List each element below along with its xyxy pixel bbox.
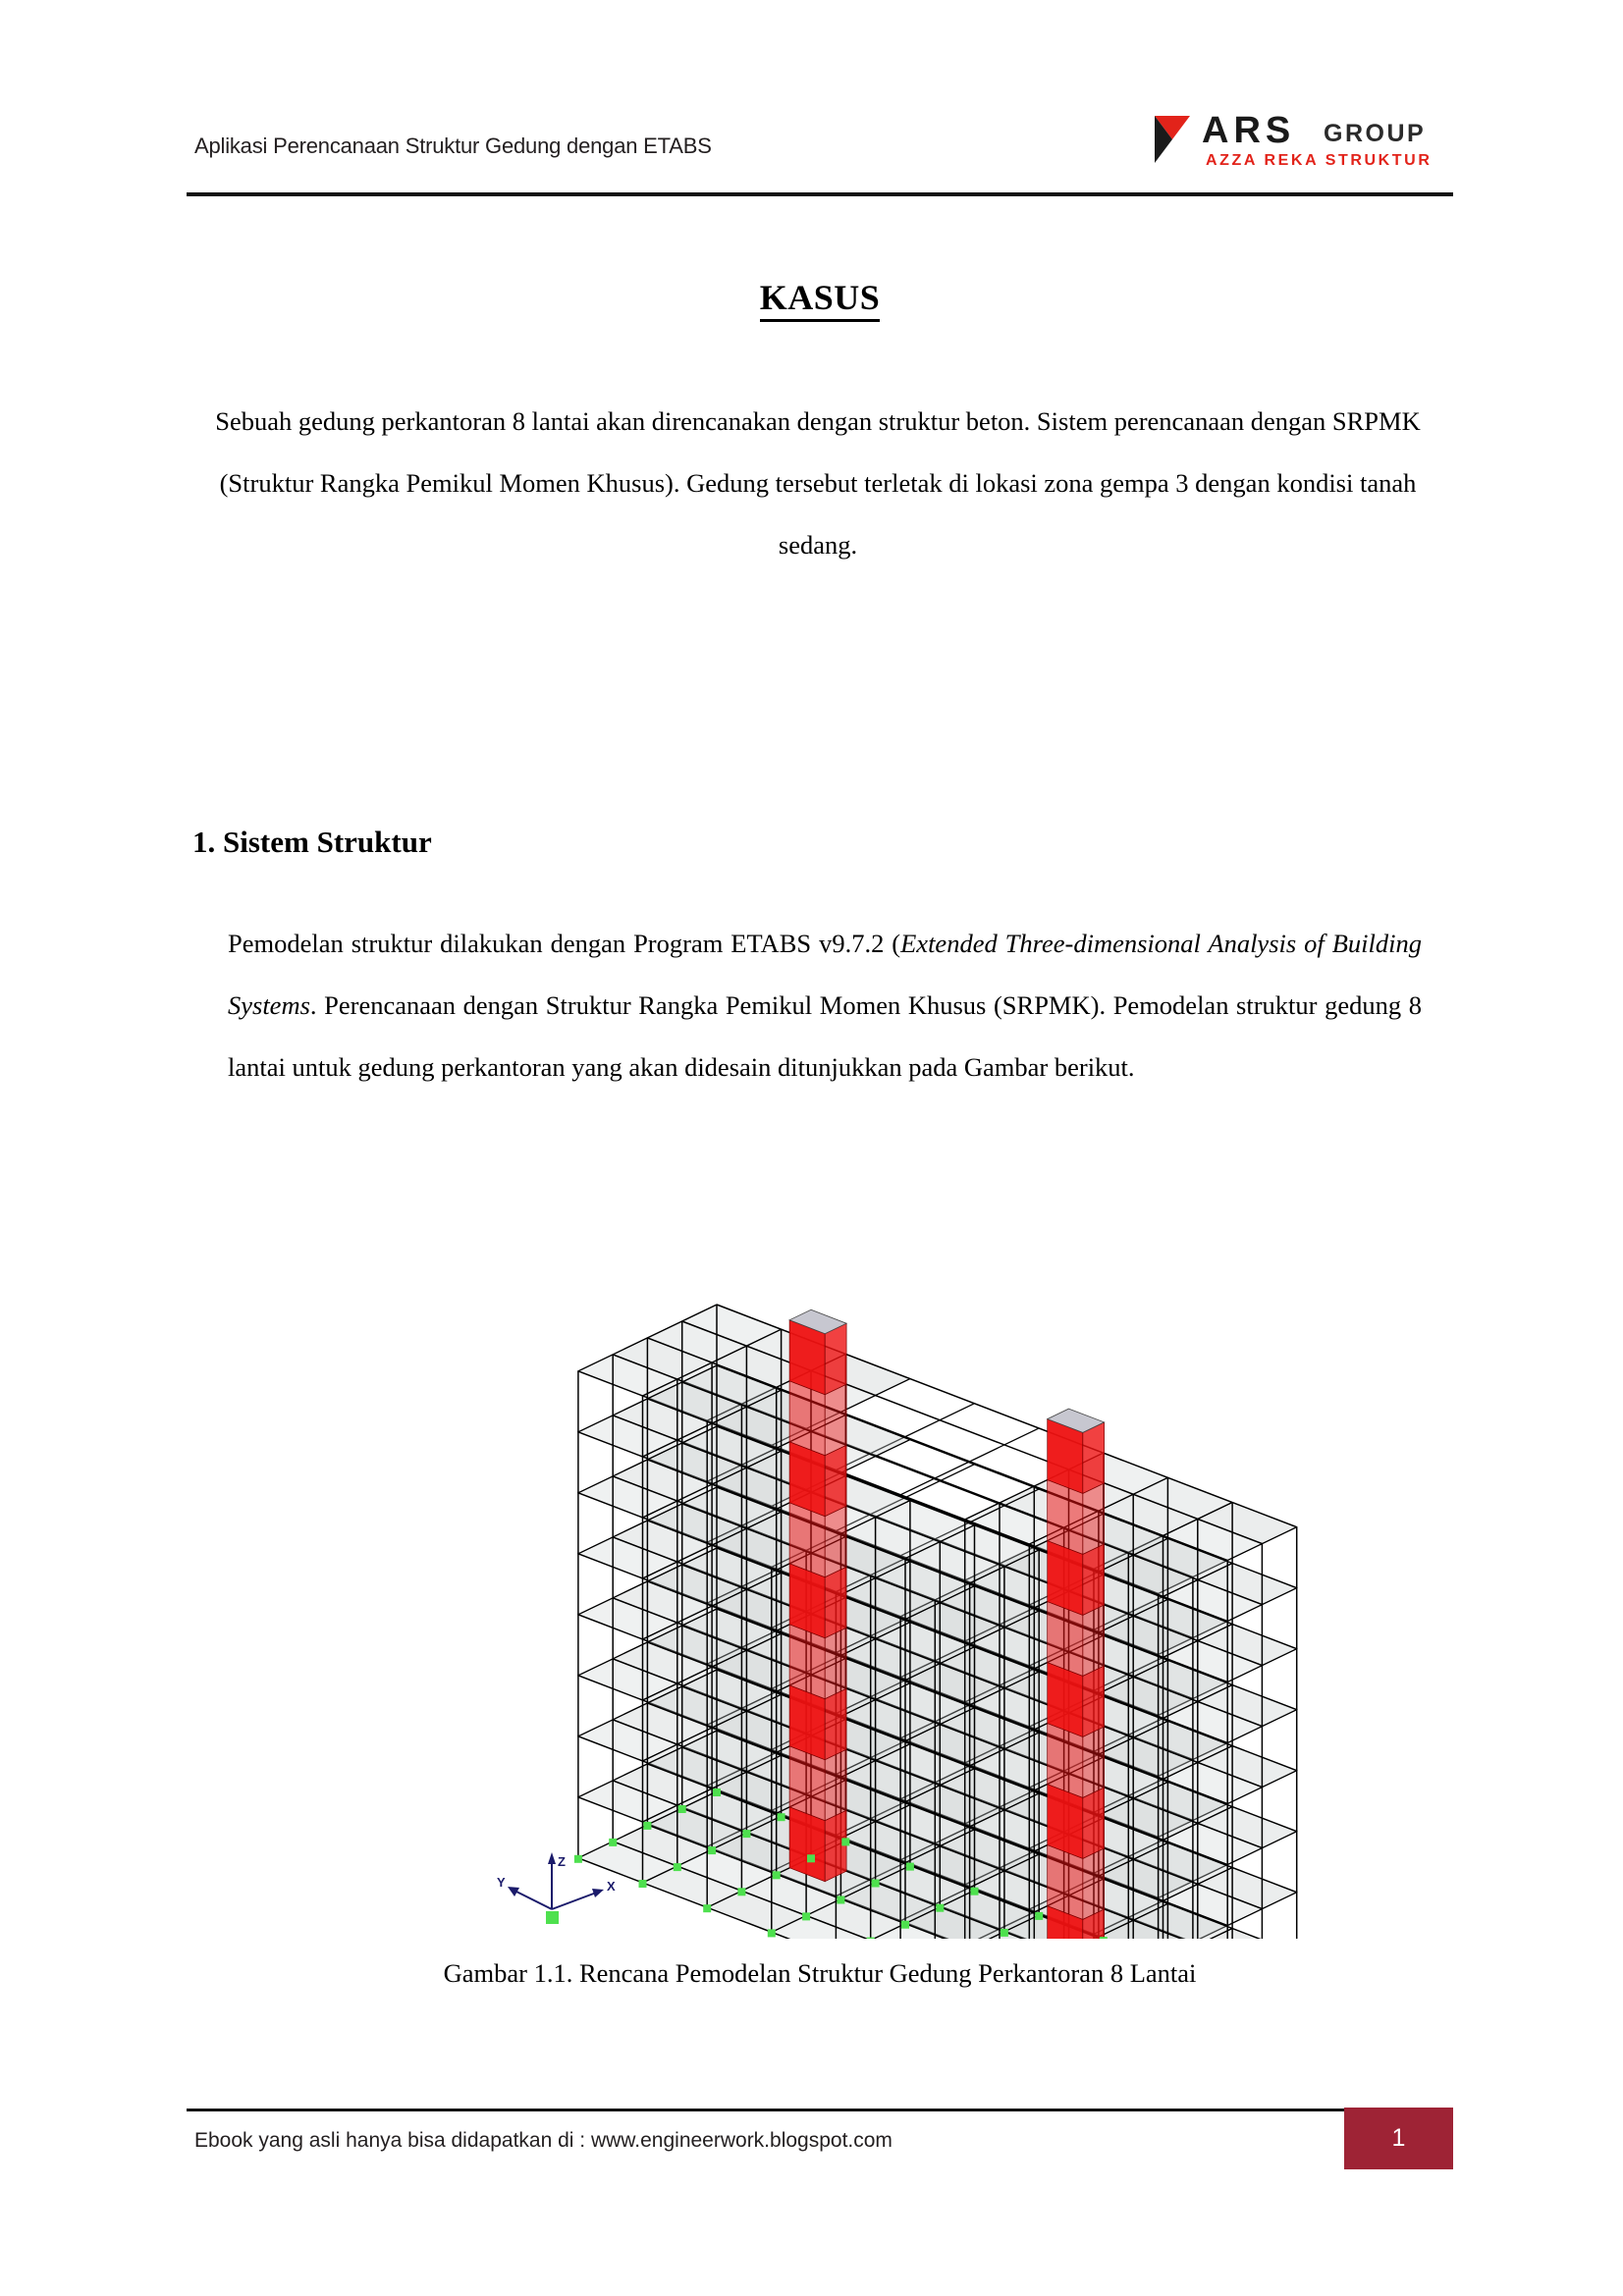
support-marker: [1035, 1912, 1043, 1920]
etabs-model-render: [295, 1163, 1375, 1939]
figure-caption: Gambar 1.1. Rencana Pemodelan Struktur Gedung Perkantoran 8 Lantai: [443, 1958, 1197, 1988]
support-marker: [802, 1912, 810, 1920]
building-model: [574, 1305, 1301, 1939]
support-marker: [867, 1938, 875, 1939]
ars-group-logo: [1155, 106, 1449, 177]
footer-divider: [187, 2109, 1453, 2111]
logo-group-text: GROUP: [1324, 120, 1427, 147]
support-marker: [768, 1929, 776, 1937]
support-marker: [841, 1838, 849, 1845]
support-marker: [574, 1855, 582, 1863]
support-marker: [906, 1863, 914, 1871]
paragraph-italic-term: Extended Three-dimensional Analysis of Building Systems: [228, 929, 1422, 1020]
paragraph-part-1: Pemodelan struktur dilakukan dengan Program ETABS v9.7.2 (: [228, 929, 901, 958]
support-marker: [713, 1789, 721, 1796]
support-marker: [639, 1880, 647, 1888]
support-marker: [872, 1880, 880, 1888]
section-paragraph: [228, 913, 1422, 1098]
section-heading: [192, 825, 432, 860]
support-marker: [703, 1904, 711, 1912]
support-marker: [807, 1854, 815, 1862]
support-marker: [778, 1813, 785, 1821]
axis-label-y: Y: [497, 1875, 506, 1890]
page-title: [187, 277, 1453, 318]
support-marker: [1100, 1937, 1108, 1939]
etabs-3d-model-figure: [295, 1163, 1375, 1939]
core-wall-2: [1048, 1409, 1105, 1939]
support-marker: [609, 1839, 617, 1846]
core-wall-1: [789, 1309, 846, 1881]
support-marker: [773, 1871, 781, 1879]
origin-support-icon: [546, 1911, 559, 1924]
paragraph-part-2: . Perencanaan dengan Struktur Rangka Pemikul Momen Khusus (SRPMK). Pemodelan struktur gedung 8 lantai untuk gedung perkantoran yang akan didesain ditunjukkan pada Gambar berikut.: [228, 990, 1422, 1082]
header-divider: [187, 192, 1453, 196]
logo-main-text: ARS: [1202, 110, 1296, 151]
support-marker: [971, 1888, 979, 1896]
support-marker: [837, 1896, 844, 1904]
page-header: [187, 106, 1453, 196]
support-marker: [1001, 1929, 1008, 1937]
axis-label-x: X: [607, 1879, 616, 1894]
section-number: 1.: [192, 825, 216, 859]
page-title-text: KASUS: [760, 278, 881, 322]
axis-label-z: Z: [558, 1854, 566, 1869]
support-marker: [742, 1830, 750, 1838]
page-number: 1: [1391, 2124, 1406, 2152]
support-marker: [708, 1846, 716, 1854]
support-marker: [901, 1921, 909, 1929]
support-marker: [936, 1904, 944, 1912]
support-marker: [674, 1863, 681, 1871]
intro-paragraph: Sebuah gedung perkantoran 8 lantai akan direncanakan dengan struktur beton. Sistem perencanaan dengan SRPMK (Struktur Rangka Pemikul Momen Khusus). Gedung tersebut terletak di lokasi zona gempa 3 dengan kondisi tanah sedang.: [215, 406, 1421, 560]
header-title: Aplikasi Perencanaan Struktur Gedung dengan ETABS: [194, 133, 712, 158]
logo-tagline: AZZA REKA STRUKTUR: [1206, 152, 1433, 169]
support-marker: [643, 1822, 651, 1830]
support-marker: [737, 1888, 745, 1896]
footer-text: Ebook yang asli hanya bisa didapatkan di : www.engineerwork.blogspot.com: [194, 2129, 893, 2152]
section-title: Sistem Struktur: [223, 825, 432, 859]
page-number-badge: [1344, 2108, 1453, 2169]
support-marker: [678, 1805, 686, 1813]
